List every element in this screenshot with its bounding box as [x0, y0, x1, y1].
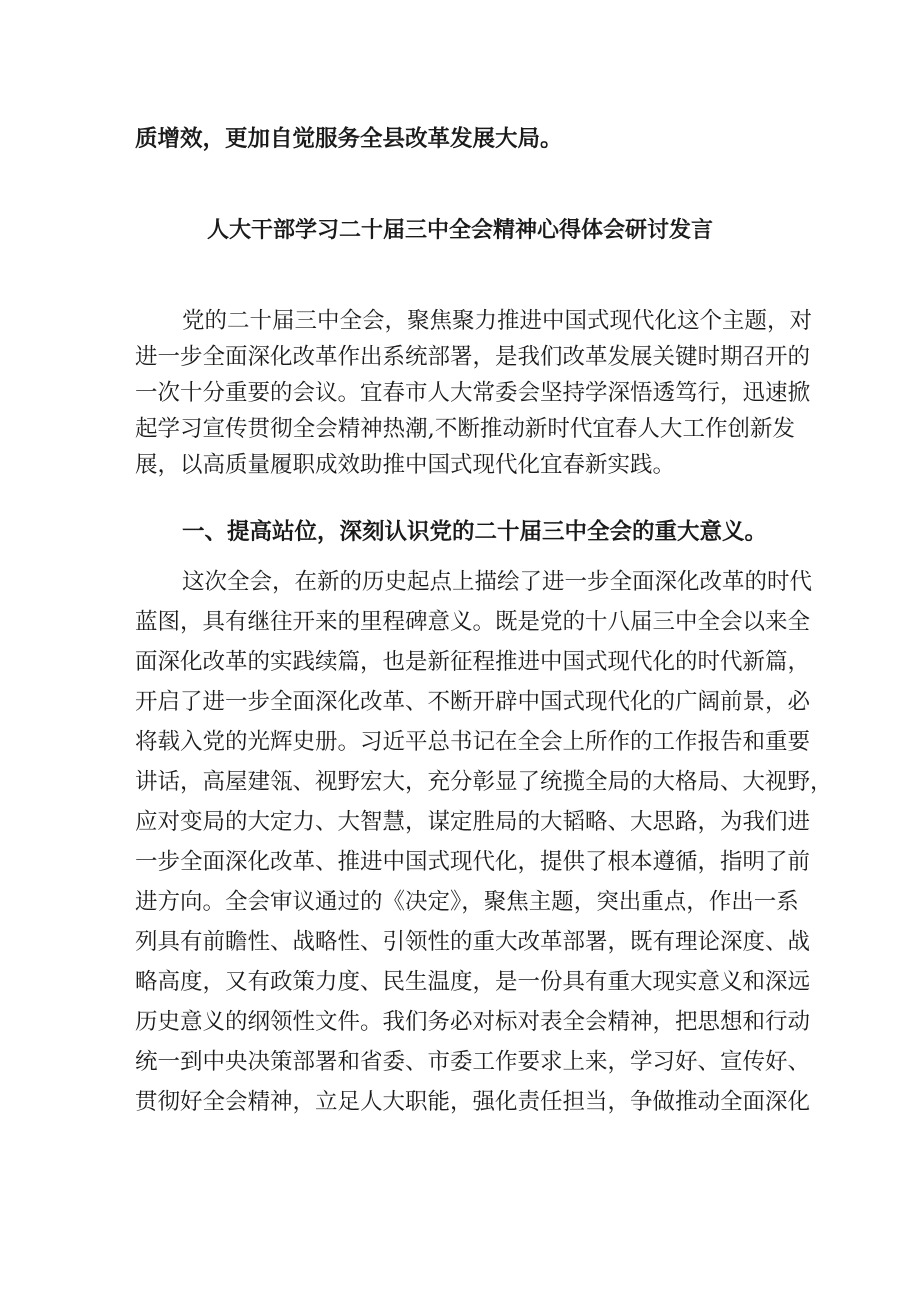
para1-line-4: 起学习宣传贯彻全会精神热潮,不断推动新时代宜春人大工作创新发 — [135, 416, 795, 442]
carry-over-line: 质增效，更加自觉服务全县改革发展大局。 — [135, 126, 563, 152]
section-heading-1: 一、提高站位，深刻认识党的二十届三中全会的重大意义。 — [182, 519, 768, 545]
para1-line-1: 党的二十届三中全会，聚焦聚力推进中国式现代化这个主题，对 — [182, 308, 813, 334]
para2-line-2: 蓝图，具有继往开来的里程碑意义。既是党的十八届三中全会以来全 — [135, 609, 811, 635]
para2-line-14: 贯彻好全会精神，立足人大职能，强化责任担当，争做推动全面深化 — [135, 1089, 811, 1115]
para2-line-7: 应对变局的大定力、大智慧，谋定胜局的大韬略、大思路，为我们进 — [135, 809, 811, 835]
para2-line-4: 开启了进一步全面深化改革、不断开辟中国式现代化的广阔前景，必 — [135, 689, 811, 715]
para2-line-9: 进方向。全会审议通过的《决定》，聚焦主题，突出重点，作出一系 — [135, 889, 799, 915]
para2-line-8: 一步全面深化改革、推进中国式现代化，提供了根本遵循，指明了前 — [135, 849, 811, 875]
para2-line-10: 列具有前瞻性、战略性、引领性的重大改革部署，既有理论深度、战 — [135, 929, 811, 955]
para2-line-5: 将载入党的光辉史册。习近平总书记在全会上所作的工作报告和重要 — [135, 729, 811, 755]
para1-line-2: 进一步全面深化改革作出系统部署，是我们改革发展关键时期召开的 — [135, 344, 811, 370]
para2-line-12: 历史意义的纲领性文件。我们务必对标对表全会精神，把思想和行动 — [135, 1009, 811, 1035]
para2-line-11: 略高度，又有政策力度、民生温度，是一份具有重大现实意义和深远 — [135, 969, 811, 995]
para2-line-1: 这次全会，在新的历史起点上描绘了进一步全面深化改革的时代 — [182, 569, 813, 595]
para2-line-13: 统一到中央决策部署和省委、市委工作要求上来，学习好、宣传好、 — [135, 1049, 811, 1075]
para2-line-3: 面深化改革的实践续篇，也是新征程推进中国式现代化的时代新篇， — [135, 649, 811, 675]
para1-line-3: 一次十分重要的会议。宜春市人大常委会坚持学深悟透笃行，迅速掀 — [135, 380, 811, 406]
para2-line-6: 讲话，高屋建瓴、视野宏大，充分彰显了统揽全局的大格局、大视野， — [135, 769, 833, 795]
para1-line-5: 展，以高质量履职成效助推中国式现代化宜春新实践。 — [135, 452, 676, 478]
document-title: 人大干部学习二十届三中全会精神心得体会研讨发言 — [206, 217, 713, 243]
